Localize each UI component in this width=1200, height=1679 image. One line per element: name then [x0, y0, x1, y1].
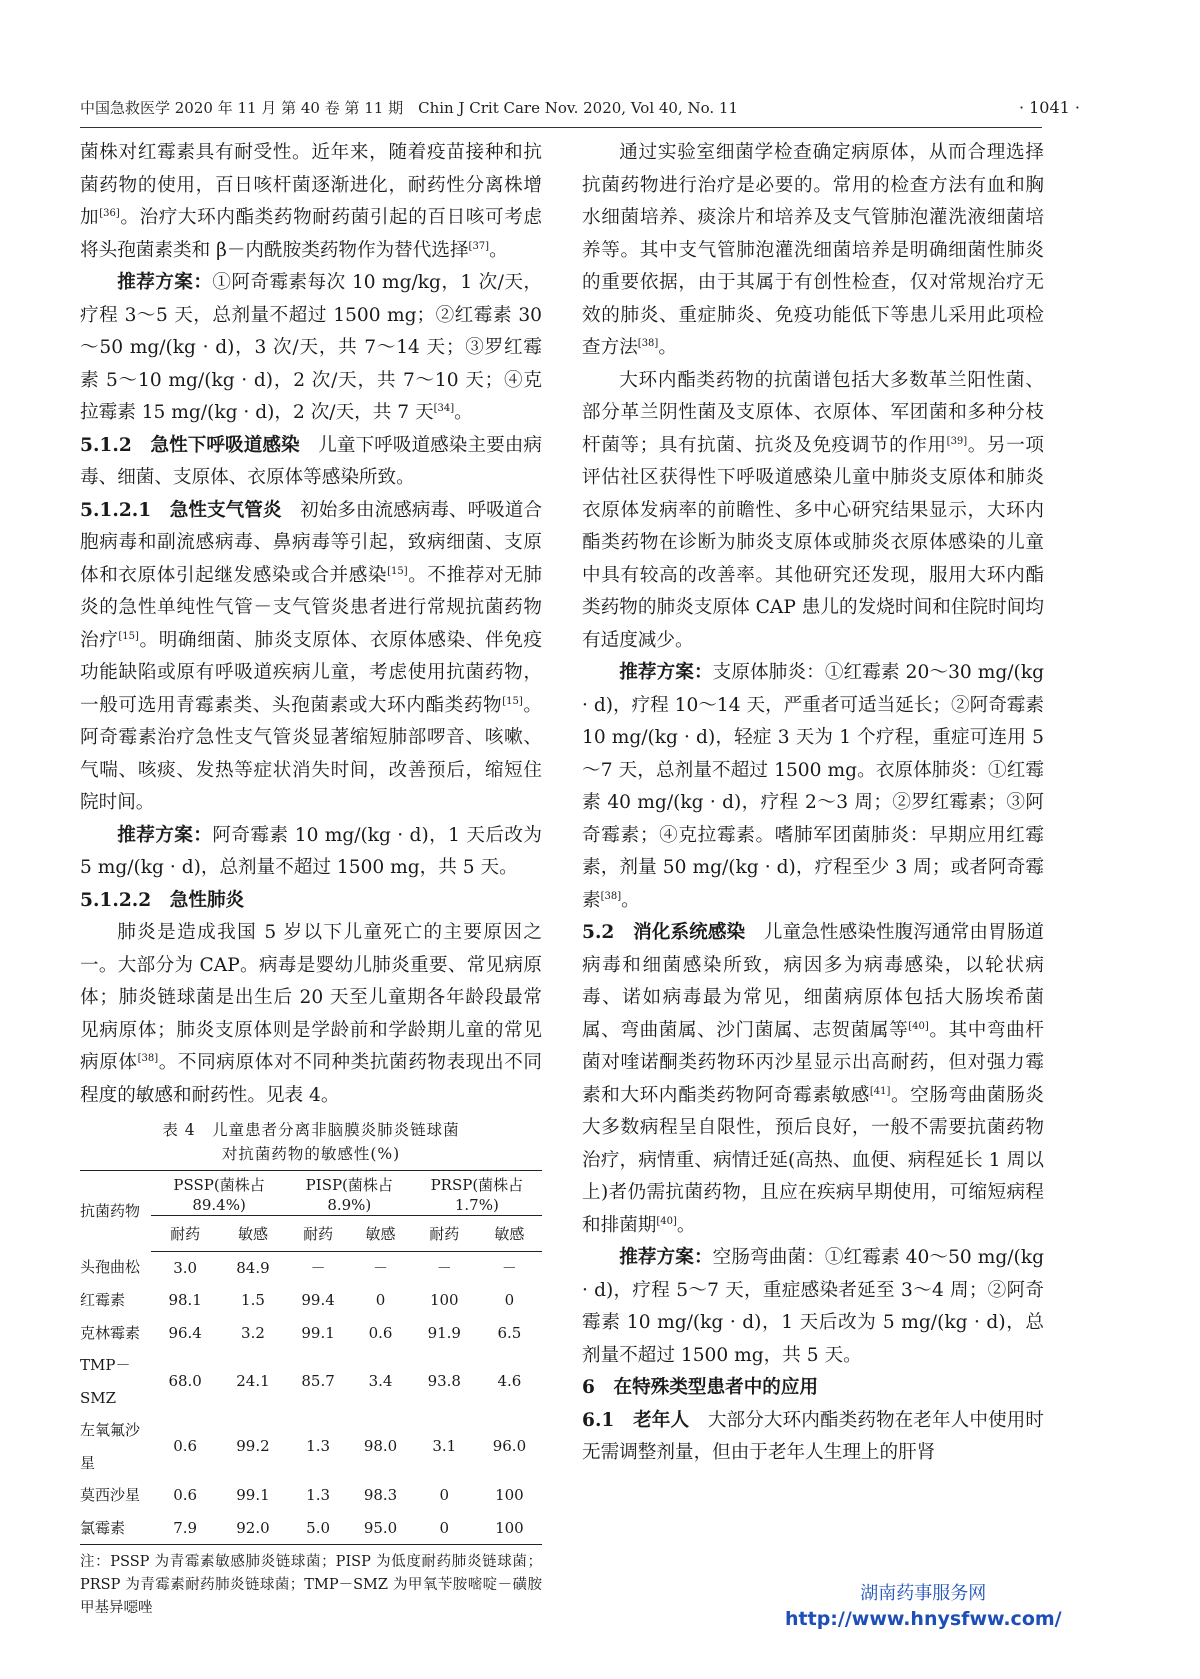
- table-cell: 99.1: [301, 1323, 335, 1342]
- table-cell: 68.0: [168, 1372, 202, 1391]
- table-cell: 93.8: [427, 1372, 461, 1391]
- citation: [38]: [137, 1052, 159, 1064]
- sensitive-header: 敏感: [219, 1218, 287, 1251]
- header-rule: [80, 127, 1042, 128]
- table-cell: 99.2: [236, 1437, 270, 1456]
- citation: [40]: [908, 1020, 929, 1032]
- drug-column-header: 抗菌药物: [80, 1171, 151, 1252]
- left-column: [80, 137, 542, 1620]
- table-cell: 3.0: [173, 1258, 198, 1277]
- running-header: [80, 92, 1080, 124]
- section-5-1-2: 5.1.2 急性下呼吸道感染 儿童下呼吸道感染主要由病毒、细菌、支原体、衣原体等感染所致。: [80, 434, 542, 488]
- table-cell: 1.3: [306, 1437, 331, 1456]
- table-cell: 100: [477, 1512, 542, 1545]
- table-cell: 100: [495, 1486, 524, 1504]
- table-cell: 98.0: [363, 1437, 398, 1456]
- watermark-site-name: 湖南药事服务网: [860, 1583, 987, 1604]
- group-header: PISP(菌株占8.9%): [287, 1171, 412, 1219]
- drug-name: 头孢曲松: [80, 1258, 141, 1277]
- right-column: [582, 137, 1044, 1470]
- table-cell: 0: [439, 1486, 450, 1504]
- citation: [38]: [637, 337, 659, 349]
- table-cell: －: [436, 1258, 452, 1277]
- citation: [38]: [600, 890, 622, 902]
- table-4: [80, 1170, 542, 1545]
- table-cell: 3.1: [432, 1437, 457, 1456]
- table-cell: 100: [429, 1291, 459, 1309]
- citation: [41]: [869, 1085, 891, 1097]
- resistant-header: 耐药: [287, 1218, 349, 1251]
- table-row: [80, 1479, 542, 1512]
- citation: [39]: [946, 435, 968, 447]
- table-cell: 98.3: [363, 1486, 398, 1504]
- table-cell: 1.3: [306, 1486, 331, 1504]
- section-6-1: 6.1 老年人 大部分大环内酯类药物在老年人中使用时无需调整剂量，但由于老年人生理上的肝肾: [582, 1409, 1044, 1463]
- table-cell: 0.6: [173, 1486, 198, 1504]
- table-cell: 0.6: [173, 1437, 198, 1456]
- table-caption: 表 4 儿童患者分离非脑膜炎肺炎链球菌 对抗菌药物的敏感性(%): [162, 1121, 460, 1163]
- table-cell: 99.4: [301, 1291, 335, 1309]
- drug-name: TMP－SMZ: [80, 1356, 131, 1407]
- table-cell: 7.9: [151, 1512, 219, 1545]
- table-cell: 99.1: [236, 1486, 270, 1504]
- recommendation-paragraph: 推荐方案：阿奇霉素 10 mg/(kg · d)，1 天后改为 5 mg/(kg · d)，总剂量不超过 1500 mg，共 5 天。: [80, 824, 542, 878]
- table-cell: 96.4: [168, 1323, 202, 1342]
- table-row: [80, 1251, 542, 1284]
- table-cell: 85.7: [301, 1372, 335, 1391]
- table-row: [80, 1512, 542, 1545]
- citation: [34]: [433, 402, 455, 414]
- drug-name: 左氧氟沙星: [80, 1421, 141, 1472]
- table-cell: 3.4: [368, 1372, 393, 1391]
- table-header-row: [80, 1171, 542, 1219]
- citation: [15]: [118, 630, 139, 642]
- sensitive-header: 敏感: [349, 1218, 411, 1251]
- table-cell: 24.1: [236, 1372, 270, 1391]
- table-row: [80, 1317, 542, 1350]
- paragraph: 大环内酯类药物的抗菌谱包括大多数革兰阳性菌、部分革兰阴性菌及支原体、衣原体、军团菌和多种分枝杆菌等；具有抗菌、抗炎及免疫调节的作用[39]。另一项评估社区获得性下呼吸道感染儿童中肺炎支原体和肺炎衣原体发病率的前瞻性、多中心研究结果显示，大环内酯类药物在诊断为肺炎支原体或肺炎衣原体感染的儿童中具有较高的改善率。其他研究还发现，服用大环内酯类药物的肺炎支原体 CAP 患儿的发烧时间和住院时间均有适度减少。: [582, 369, 1044, 651]
- section-5-1-2-1: 5.1.2.1 急性支气管炎 初始多由流感病毒、呼吸道合胞病毒和副流感病毒、鼻病毒等引起，致病细菌、支原体和衣原体引起继发感染或合并感染[15]。不推荐对无肺炎的急性单纯性气管－支气管炎患者进行常规抗菌药物治疗[15]。明确细菌、肺炎支原体、衣原体感染、伴免疫功能缺陷或原有呼吸道疾病儿童，考虑使用抗菌药物，一般可选用青霉素类、头孢菌素或大环内酯类药物[15]。阿奇霉素治疗急性支气管炎显著缩短肺部啰音、咳嗽、气喘、咳痰、发热等症状消失时间，改善预后，缩短住院时间。: [80, 499, 542, 813]
- paragraph: 肺炎是造成我国 5 岁以下儿童死亡的主要原因之一。大部分为 CAP。病毒是婴幼儿肺炎重要、常见病原体；肺炎链球菌是出生后 20 天至儿童期各年龄段最常见病原体；肺炎支原体则是学龄前和学龄期儿童的常见病原体[38]。不同病原体对不同种类抗菌药物表现出不同程度的敏感和耐药性。见表 4。: [80, 922, 542, 1106]
- watermark: [785, 1582, 1062, 1632]
- recommendation-paragraph: 推荐方案：空肠弯曲菌：①红霉素 40～50 mg/(kg · d)，疗程 5～7 天，重症感染者延至 3～4 周；②阿奇霉素 10 mg/(kg · d)，1 天后改为 5 mg/(kg · d)，总剂量不超过 1500 mg，共 5 天。: [582, 1247, 1044, 1366]
- resistant-header: 耐药: [151, 1218, 219, 1251]
- table-cell: 84.9: [236, 1258, 270, 1277]
- table-cell: 4.6: [497, 1372, 522, 1391]
- table-cell: －: [373, 1258, 389, 1277]
- paragraph: 通过实验室细菌学检查确定病原体，从而合理选择抗菌药物进行治疗是必要的。常用的检查方法有血和胸水细菌培养、痰涂片和培养及支气管肺泡灌洗液细菌培养等。其中支气管肺泡灌洗细菌培养是明确细菌性肺炎的重要依据，由于其属于有创性检查，仅对常规治疗无效的肺炎、重症肺炎、免疫功能低下等患儿采用此项检查方法[38]。: [582, 142, 1044, 358]
- table-cell: －: [310, 1258, 326, 1277]
- sensitive-header: 敏感: [477, 1218, 542, 1251]
- table-cell: －: [501, 1258, 517, 1277]
- recommendation-paragraph: 推荐方案：①阿奇霉素每次 10 mg/kg，1 次/天，疗程 3～5 天，总剂量不超过 1500 mg；②红霉素 30～50 mg/(kg · d)，3 次/天，共 7～14 天；③罗红霉素 5～10 mg/(kg · d)，2 次/天，共 7～10 天；④克拉霉素 15 mg/(kg · d)，2 次/天，共 7 天[34]。: [80, 272, 542, 423]
- table-row: [80, 1349, 542, 1414]
- table-cell: 0.6: [368, 1323, 393, 1342]
- journal-citation: 中国急救医学 2020 年 11 月 第 40 卷 第 11 期 Chin J Crit Care Nov. 2020, Vol 40, No. 11: [80, 99, 739, 117]
- drug-name: 克林霉素: [80, 1323, 141, 1342]
- drug-name: 氯霉素: [80, 1512, 151, 1545]
- drug-name: 红霉素: [80, 1291, 126, 1309]
- section-6-heading: 6 在特殊类型患者中的应用: [582, 1377, 819, 1398]
- table-cell: 91.9: [427, 1323, 461, 1342]
- paragraph: 菌株对红霉素具有耐受性。近年来，随着疫苗接种和抗菌药物的使用，百日咳杆菌逐渐进化，耐药性分离株增加[36]。治疗大环内酯类药物耐药菌引起的百日咳可考虑将头孢菌素类和 β－内酰胺类药物作为替代选择[37]。: [80, 142, 542, 261]
- group-header: PRSP(菌株占1.7%): [412, 1171, 542, 1219]
- recommendation-paragraph: 推荐方案：支原体肺炎：①红霉素 20～30 mg/(kg · d)，疗程 10～14 天，严重者可适当延长；②阿奇霉素 10 mg/(kg · d)，轻症 3 天为 1 个疗程，重症可连用 5～7 天，总剂量不超过 1500 mg。衣原体肺炎：①红霉素 40 mg/(kg · d)，疗程 2～3 周；②罗红霉素；③阿奇霉素；④克拉霉素。嗜肺军团菌肺炎：早期应用红霉素，剂量 50 mg/(kg · d)，疗程至少 3 周；或者阿奇霉素[38]。: [582, 662, 1044, 911]
- citation: [15]: [502, 695, 523, 707]
- table-cell: 92.0: [219, 1512, 287, 1545]
- table-row: [80, 1284, 542, 1317]
- citation: [15]: [387, 565, 408, 577]
- table-cell: 0: [375, 1291, 386, 1309]
- watermark-url: http://www.hnysfww.com/: [785, 1608, 1062, 1630]
- table-cell: 1.5: [241, 1291, 265, 1309]
- section-5-2: 5.2 消化系统感染 儿童急性感染性腹泻通常由胃肠道病毒和细菌感染所致，病因多为病毒感染，以轮状病毒、诺如病毒最为常见，细菌病原体包括大肠埃希菌属、弯曲菌属、沙门菌属、志贺菌属等[40]。其中弯曲杆菌对喹诺酮类药物环丙沙星显示出高耐药，但对强力霉素和大环内酯类药物阿奇霉素敏感[41]。空肠弯曲菌肠炎大多数病程呈自限性，预后良好，一般不需要抗菌药物治疗，病情重、病情迁延(高热、血便、病程延长 1 周以上)者仍需抗菌药物，且应在疾病早期使用，可缩短病程和排菌期[40]。: [582, 922, 1044, 1236]
- table-note: 注：PSSP 为青霉素敏感肺炎链球菌；PISP 为低度耐药肺炎链球菌；PRSP 为青霉素耐药肺炎链球菌；TMP－SMZ 为甲氧苄胺嘧啶－磺胺甲基异噁唑: [80, 1554, 542, 1616]
- drug-name: 莫西沙星: [80, 1486, 141, 1504]
- page-number: · 1041 ·: [1018, 98, 1080, 117]
- table-cell: 0: [504, 1291, 515, 1309]
- group-header: PSSP(菌株占89.4%): [151, 1171, 287, 1219]
- citation: [40]: [656, 1215, 677, 1227]
- table-cell: 0: [412, 1512, 477, 1545]
- citation: [37]: [468, 240, 490, 252]
- resistant-header: 耐药: [412, 1218, 477, 1251]
- table-cell: 98.1: [168, 1291, 202, 1309]
- table-cell: 6.5: [497, 1323, 522, 1342]
- table-row: [80, 1414, 542, 1479]
- table-cell: 96.0: [492, 1437, 527, 1456]
- table-cell: 3.2: [241, 1323, 265, 1342]
- table-cell: 95.0: [349, 1512, 411, 1545]
- citation: [36]: [99, 207, 120, 219]
- table-cell: 5.0: [287, 1512, 349, 1545]
- section-5-1-2-2: 5.1.2.2 急性肺炎: [80, 889, 245, 911]
